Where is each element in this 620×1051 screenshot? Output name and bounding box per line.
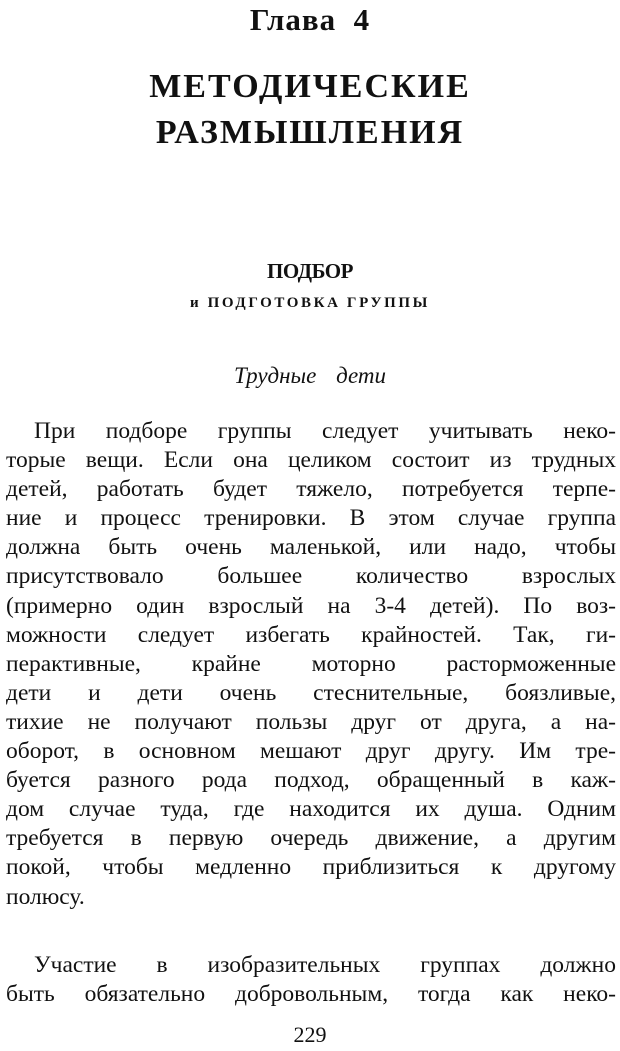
text-line: присутствовало большее количество взрослых bbox=[6, 563, 616, 590]
text-line: буется разного рода подход, обращенный в каж- bbox=[6, 767, 616, 794]
text-line: Участие в изобразительных группах должно bbox=[34, 952, 616, 978]
text-line: торые вещи. Если она целиком состоит из трудных bbox=[6, 447, 616, 474]
paragraph bbox=[6, 951, 616, 1009]
text-line: полюсу. bbox=[6, 883, 85, 910]
chapter-label: Глава 4 bbox=[249, 2, 371, 37]
text-line: (примерно один взрослый на 3-4 детей). По воз- bbox=[6, 592, 616, 619]
text-line: перактивные, крайне моторно расторможенные bbox=[6, 650, 616, 677]
paragraph bbox=[6, 417, 616, 912]
section-title: ПОДБОР bbox=[267, 259, 353, 283]
text-line: должна быть очень маленькой, или надо, чтобы bbox=[6, 534, 616, 561]
text-line: можности следует избегать крайностей. Так, ги- bbox=[6, 621, 616, 648]
section-subtitle: и ПОДГОТОВКА ГРУППЫ bbox=[190, 295, 430, 311]
text-line: тихие не получают пользы друг от друга, а на- bbox=[6, 708, 616, 735]
text-line: При подборе группы следует учитывать неко- bbox=[34, 418, 616, 444]
text-line: оборот, в основном мешают друг другу. Им тре- bbox=[6, 738, 616, 765]
page-number: 229 bbox=[293, 1022, 327, 1047]
text-line: детей, работать будет тяжело, потребуется терпе- bbox=[6, 476, 616, 503]
chapter-title-line: МЕТОДИЧЕСКИЕ bbox=[149, 68, 471, 105]
text-line: дом случае туда, где находится их душа. Одним bbox=[6, 796, 616, 823]
text-line: покой, чтобы медленно приблизиться к другому bbox=[6, 854, 616, 881]
text-line: быть обязательно добровольным, тогда как неко- bbox=[6, 981, 616, 1008]
text-line: дети и дети очень стеснительные, боязливые, bbox=[6, 679, 616, 706]
subsection-title: Трудные дети bbox=[233, 363, 387, 388]
chapter-title bbox=[0, 64, 620, 156]
text-line: требуется в первую очередь движение, а другим bbox=[6, 825, 616, 852]
chapter-title-line: РАЗМЫШЛЕНИЯ bbox=[155, 114, 465, 151]
text-line: ние и процесс тренировки. В этом случае группа bbox=[6, 505, 616, 532]
